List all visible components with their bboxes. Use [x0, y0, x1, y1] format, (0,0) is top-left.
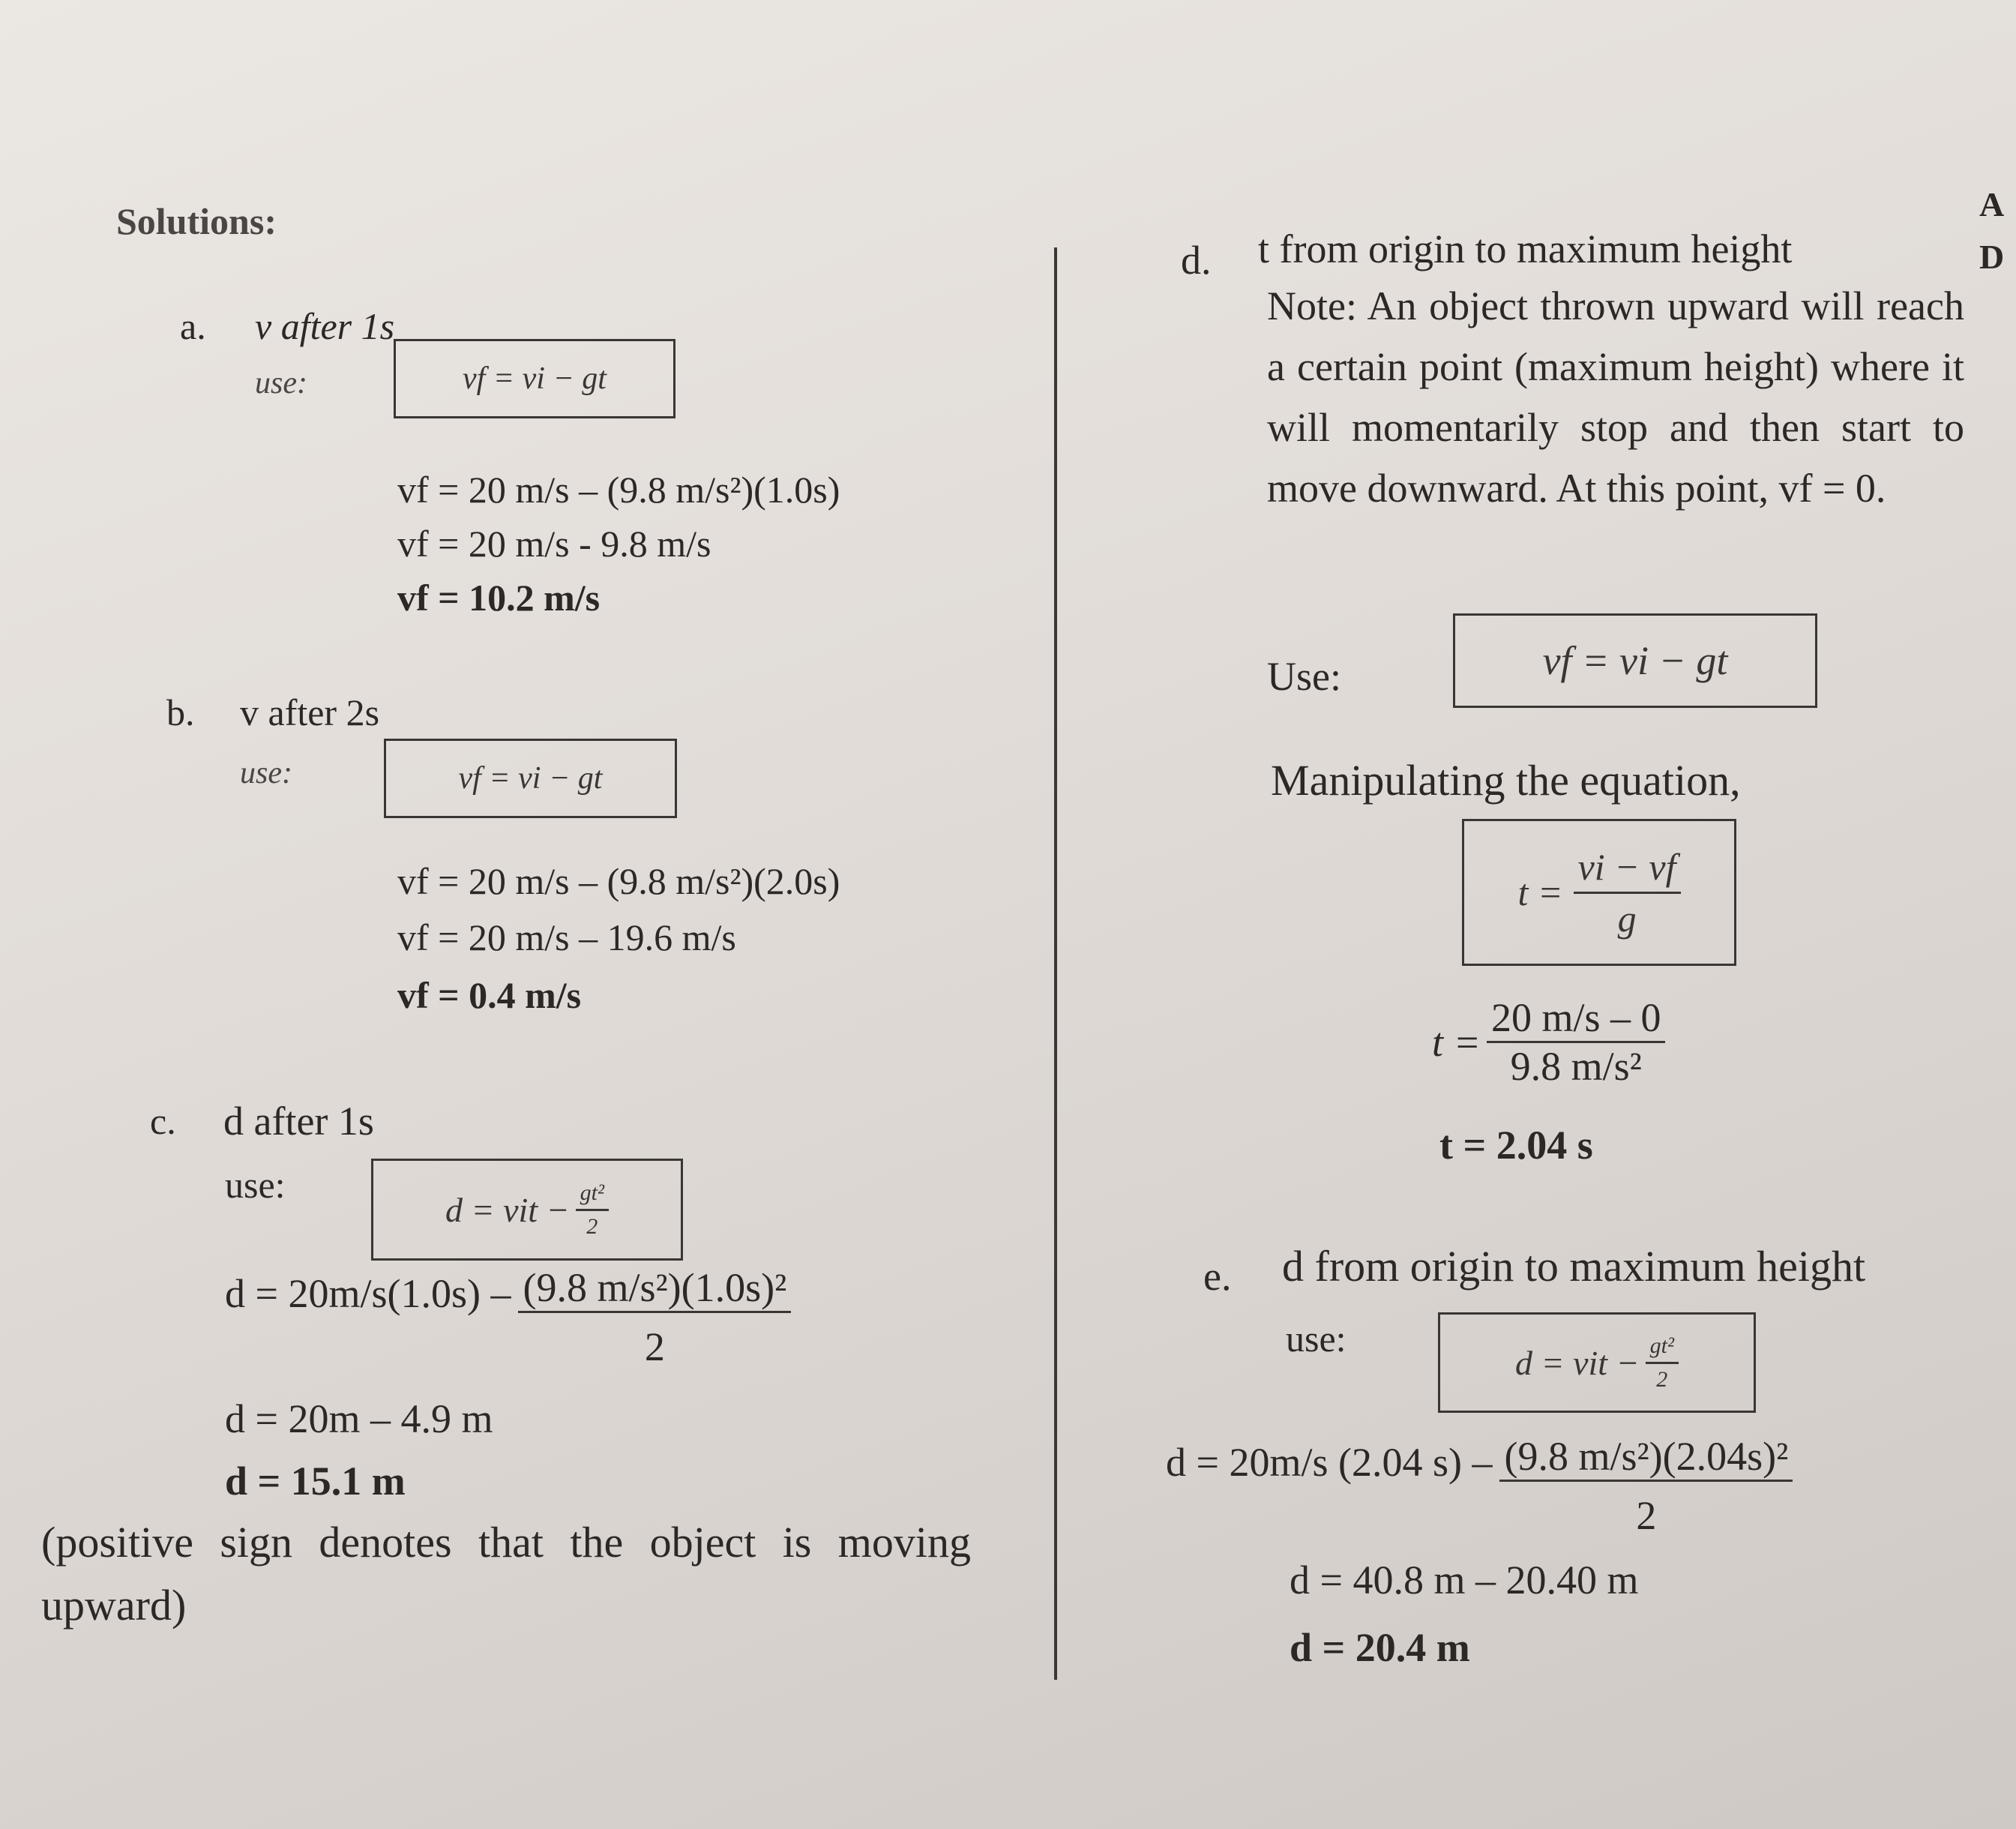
section-d-result: t = 2.04 s — [1439, 1123, 1593, 1168]
section-d-t-formula-fraction — [1574, 845, 1681, 940]
section-d-calc-denominator: 9.8 m/s² — [1510, 1044, 1642, 1089]
page-heading: Solutions: — [116, 200, 277, 242]
section-e-line-3: d = 20.4 m — [1290, 1625, 1470, 1670]
section-e-line-1-left: d = 20m/s (2.04 s) – — [1166, 1440, 1493, 1485]
section-d-t-formula-box — [1462, 819, 1736, 966]
section-e-title: d from origin to maximum height — [1282, 1242, 1866, 1291]
section-a-line-1: vf = 20 m/s – (9.8 m/s²)(1.0s) — [397, 469, 840, 511]
section-e-formula-box — [1438, 1312, 1756, 1413]
section-c-line-1-denominator: 2 — [644, 1324, 665, 1369]
section-b-line-1: vf = 20 m/s – (9.8 m/s²)(2.0s) — [397, 860, 840, 902]
section-b-line-3: vf = 0.4 m/s — [397, 974, 582, 1016]
section-c-line-1 — [225, 1267, 791, 1367]
section-b-line-2: vf = 20 m/s – 19.6 m/s — [397, 916, 736, 958]
section-d-calc-numerator: 20 m/s – 0 — [1487, 997, 1666, 1043]
section-a-title: v after 1s — [255, 305, 395, 347]
section-e-formula-numerator: gt² — [1646, 1333, 1679, 1364]
section-e-use-label: use: — [1286, 1318, 1346, 1360]
section-d-formula-box — [1453, 613, 1817, 708]
section-c-line-2: d = 20m – 4.9 m — [225, 1396, 493, 1441]
section-c-formula-numerator: gt² — [576, 1180, 609, 1211]
section-e-formula-left: d = vit − — [1515, 1343, 1640, 1382]
section-a-line-3: vf = 10.2 m/s — [397, 577, 601, 619]
section-e-formula-fraction — [1646, 1333, 1679, 1393]
column-divider — [1054, 247, 1057, 1680]
section-d-t-formula-denominator: g — [1617, 897, 1637, 940]
section-a-line-2: vf = 20 m/s - 9.8 m/s — [397, 523, 711, 565]
section-c-use-label: use: — [225, 1164, 286, 1206]
edge-letter-d: D — [1979, 238, 2005, 276]
section-c-formula-fraction — [576, 1180, 609, 1240]
section-c-title: d after 1s — [223, 1099, 374, 1144]
section-c-note: (positive sign denotes that the object is moving upward) — [41, 1518, 971, 1630]
section-b-formula: vf = vi − gt — [458, 761, 603, 796]
section-d-title: t from origin to maximum height — [1258, 226, 1793, 271]
section-c-line-1-numerator: (9.8 m/s²)(1.0s)² — [518, 1267, 791, 1313]
section-d-marker: d. — [1181, 238, 1212, 283]
section-c-formula-left: d = vit − — [445, 1190, 570, 1229]
section-a-marker: a. — [180, 305, 206, 347]
section-d-manipulating: Manipulating the equation, — [1271, 756, 1741, 805]
section-c-marker: c. — [150, 1100, 176, 1142]
section-d-use-label: Use: — [1267, 654, 1341, 699]
section-d-calc — [1432, 997, 1665, 1087]
section-c-formula-denominator: 2 — [586, 1213, 598, 1239]
section-e-line-1-numerator: (9.8 m/s²)(2.04s)² — [1499, 1436, 1793, 1482]
section-c-line-1-fraction — [518, 1267, 791, 1367]
section-d-t-formula-left: t = — [1517, 871, 1563, 913]
section-e-line-1-denominator: 2 — [1636, 1493, 1657, 1538]
section-a-formula-box — [394, 339, 675, 418]
section-e-line-2: d = 40.8 m – 20.40 m — [1290, 1558, 1639, 1603]
section-d-calc-left: t = — [1432, 1019, 1481, 1065]
section-e-formula-denominator: 2 — [1656, 1366, 1668, 1392]
section-d-formula: vf = vi − gt — [1542, 638, 1728, 683]
section-e-line-1 — [1166, 1436, 1793, 1536]
section-a-use-label: use: — [255, 366, 307, 400]
section-a-formula: vf = vi − gt — [463, 361, 607, 396]
section-c-line-3: d = 15.1 m — [225, 1459, 406, 1504]
section-b-use-label: use: — [240, 756, 292, 790]
section-c-line-1-left: d = 20m/s(1.0s) – — [225, 1271, 511, 1316]
section-d-note: Note: An object thrown upward will reach a certain point (maximum height) where it will momentarily stop and then start to move downward. At this point, vf = 0. — [1267, 283, 1964, 511]
section-b-marker: b. — [166, 691, 195, 733]
section-c-formula-box — [371, 1159, 683, 1261]
section-b-title: v after 2s — [240, 691, 380, 733]
section-b-formula-box — [384, 739, 677, 818]
section-e-line-1-fraction — [1499, 1436, 1793, 1536]
edge-letter-a: A — [1979, 185, 2005, 223]
section-e-marker: e. — [1203, 1254, 1232, 1299]
section-d-t-formula-numerator: vi − vf — [1574, 845, 1681, 894]
section-d-calc-fraction — [1487, 997, 1666, 1087]
